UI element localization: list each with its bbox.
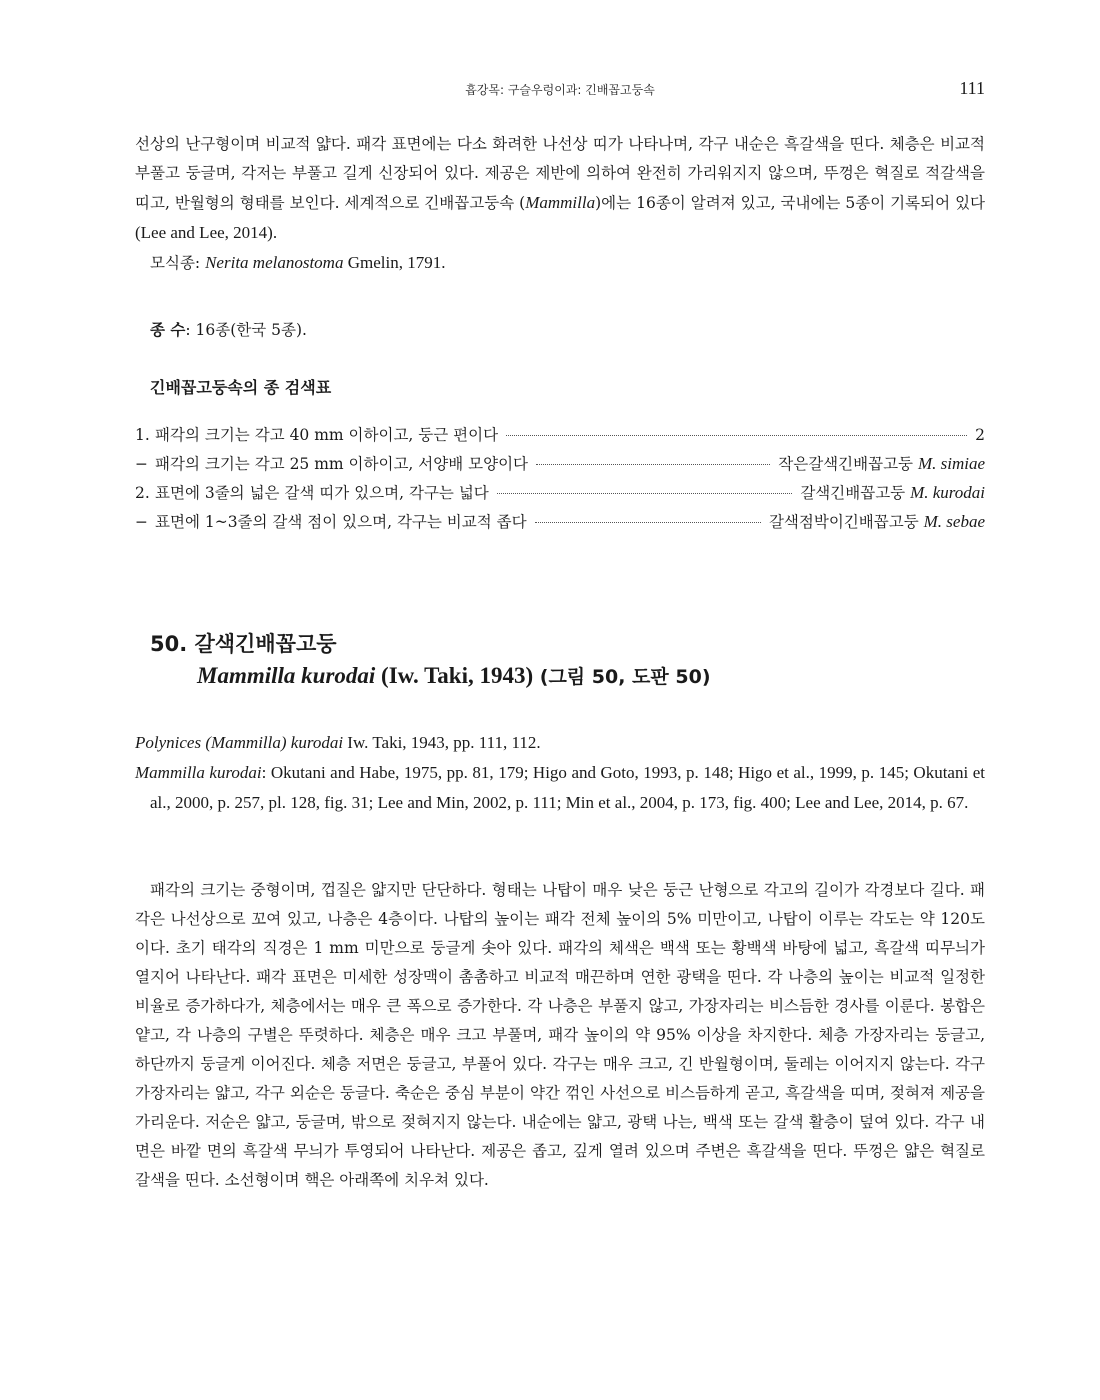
key-row (135, 481, 985, 510)
synonym-refs: Iw. Taki, 1943, pp. 111, 112. (343, 733, 541, 752)
key-row (135, 510, 985, 539)
type-species-line (135, 248, 985, 278)
running-title: 흡강목: 구슬우렁이과: 긴배꼽고둥속 (465, 83, 655, 97)
key-result-scientific: M. kurodai (910, 483, 985, 502)
running-header (135, 78, 985, 102)
species-heading-scientific (150, 662, 711, 689)
species-scientific-name: Mammilla kurodai (197, 663, 376, 688)
page-number: 111 (959, 78, 985, 98)
key-row (135, 423, 985, 452)
genus-description-paragraph (135, 130, 985, 278)
species-description-paragraph (135, 876, 985, 1195)
genus-name: Mammilla (525, 193, 596, 212)
key-row-mark: 1. (135, 426, 150, 444)
key-leader-dots (506, 435, 967, 436)
key-leader-dots (536, 464, 770, 465)
species-heading (150, 628, 711, 689)
intro-citation: (Lee and Lee, 2014). (135, 223, 278, 242)
key-row-result (778, 452, 985, 474)
key-leader-dots (535, 522, 761, 523)
key-row-mark: 2. (135, 484, 150, 502)
type-species-name: Nerita melanostoma (205, 253, 344, 272)
key-row-mark: − (135, 455, 148, 473)
key-title: 긴배꼽고둥속의 종 검색표 (150, 378, 332, 397)
species-key (135, 423, 985, 539)
key-row (135, 452, 985, 481)
species-author: (Iw. Taki, 1943) (375, 663, 534, 688)
synonym-refs: : Okutani and Habe, 1975, pp. 81, 179; Higo and Goto, 1993, p. 148; Higo et al., 1999, p. 145; Okutani et al., 2000, p. 257, pl. 128, fig. 31; Lee and Min, 2002, p. 111; Min et al., 2004, p. 173, fig. 400; Lee and Lee, 2014, p. 67. (150, 763, 985, 812)
key-result-scientific: M. simiae (917, 454, 985, 473)
key-row-mark: − (135, 513, 148, 531)
key-row-result (769, 510, 985, 532)
synonymy-entry (135, 728, 985, 758)
synonymy-entry (135, 758, 985, 818)
type-species-author: Gmelin, 1791. (343, 253, 446, 272)
species-description-text: 패각의 크기는 중형이며, 껍질은 얇지만 단단하다. 형태는 나탑이 매우 낮은 둥근 난형으로 각고의 길이가 각경보다 길다. 패각은 나선상으로 꼬여 있고, 나층은 4층이다. 나탑의 높이는 패각 전체 높이의 5% 미만이고, 나탑이 이루는 각도는 약 120도이다. 초기 태각의 직경은 1 mm 미만으로 둥글게 솟아 있다. 패각의 체색은 백색 또는 황백색 바탕에 넓고, 흑갈색 띠무늬가 열지어 나타난다. 패각 표면은 미세한 성장맥이 촘촘하고 비교적 매끈하며 연한 광택을 띤다. 각 나층의 높이는 비교적 일정한 비율로 증가하다가, 체층에서는 매우 큰 폭으로 증가한다. 각 나층은 부풀지 않고, 가장자리는 비스듬한 경사를 이룬다. 봉합은 얕고, 각 나층의 구별은 뚜렷하다. 체층은 매우 크고 부풀며, 패각 높이의 약 95% 이상을 차지한다. 체층 가장자리는 둥글고, 하단까지 둥글게 이어진다. 체층 저면은 둥글고, 부풀어 있다. 각구는 매우 크고, 긴 반월형이며, 둘레는 이어지지 않는다. 각구 가장자리는 얇고, 각구 외순은 둥글다. 축순은 중심 부분이 약간 꺾인 사선으로 비스듬하게 곧고, 흑갈색을 띠며, 젖혀져 제공을 가리운다. 저순은 얇고, 둥글며, 밖으로 젖혀지지 않는다. 내순에는 얇고, 광택 나는, 백색 또는 갈색 활층이 덮여 있다. 각구 내면은 바깥 면의 흑갈색 무늬가 투영되어 나타난다. 제공은 좁고, 깊게 열려 있으며 주변은 흑갈색을 띤다. 뚜껑은 얇은 혁질로 갈색을 띤다. 소선형이며 핵은 아래쪽에 치우쳐 있다. (135, 881, 985, 1189)
synonym-name: Mammilla kurodai (135, 763, 262, 782)
intro-text-continued: )에는 16종이 알려져 있고, 국내에는 5종이 기록되어 있다 (595, 194, 986, 212)
key-result-korean: 갈색긴배꼽고둥 (800, 484, 911, 502)
synonymy-list (135, 728, 985, 818)
key-result-korean: 갈색점박이긴배꼽고둥 (768, 513, 924, 531)
key-result-scientific: M. sebae (923, 512, 985, 531)
intro-text: 선상의 난구형이며 비교적 얇다. 패각 표면에는 다소 화려한 나선상 띠가 나타나며, 각구 내순은 흑갈색을 띤다. 체층은 비교적 부풀고 둥글며, 각저는 부풀고 길게 신장되어 있다. 제공은 제반에 의하여 완전히 가리워지지 않으며, 뚜껑은 혁질로 적갈색을 띠고, 반월형의 형태를 보인다. 세계적으로 긴배꼽고둥속 ( (135, 135, 985, 212)
synonym-name: Polynices (Mammilla) kurodai (135, 733, 344, 752)
type-species-label: 모식종: (150, 254, 201, 272)
key-row-text: 표면에 1~3줄의 갈색 점이 있으며, 각구는 비교적 좁다 (155, 513, 527, 531)
species-korean-name: 갈색긴배꼽고둥 (194, 632, 337, 656)
species-count (150, 318, 307, 340)
species-count-value: : 16종(한국 5종). (185, 321, 307, 339)
species-number: 50. (150, 632, 188, 656)
key-row-result (975, 425, 985, 445)
key-row-text: 패각의 크기는 각고 40 mm 이하이고, 둥근 편이다 (155, 426, 499, 444)
key-row-text: 표면에 3줄의 넓은 갈색 띠가 있으며, 각구는 넓다 (155, 484, 489, 502)
key-row-result (800, 481, 985, 503)
species-figure-ref: (그림 50, 도판 50) (533, 666, 711, 688)
species-heading-korean (150, 628, 711, 662)
key-leader-dots (497, 493, 793, 494)
key-row-text: 패각의 크기는 각고 25 mm 이하이고, 서양배 모양이다 (155, 455, 529, 473)
key-result-korean: 작은갈색긴배꼽고둥 (778, 455, 918, 473)
species-count-label: 종 수 (150, 321, 186, 339)
key-result-korean: 2 (975, 426, 985, 444)
